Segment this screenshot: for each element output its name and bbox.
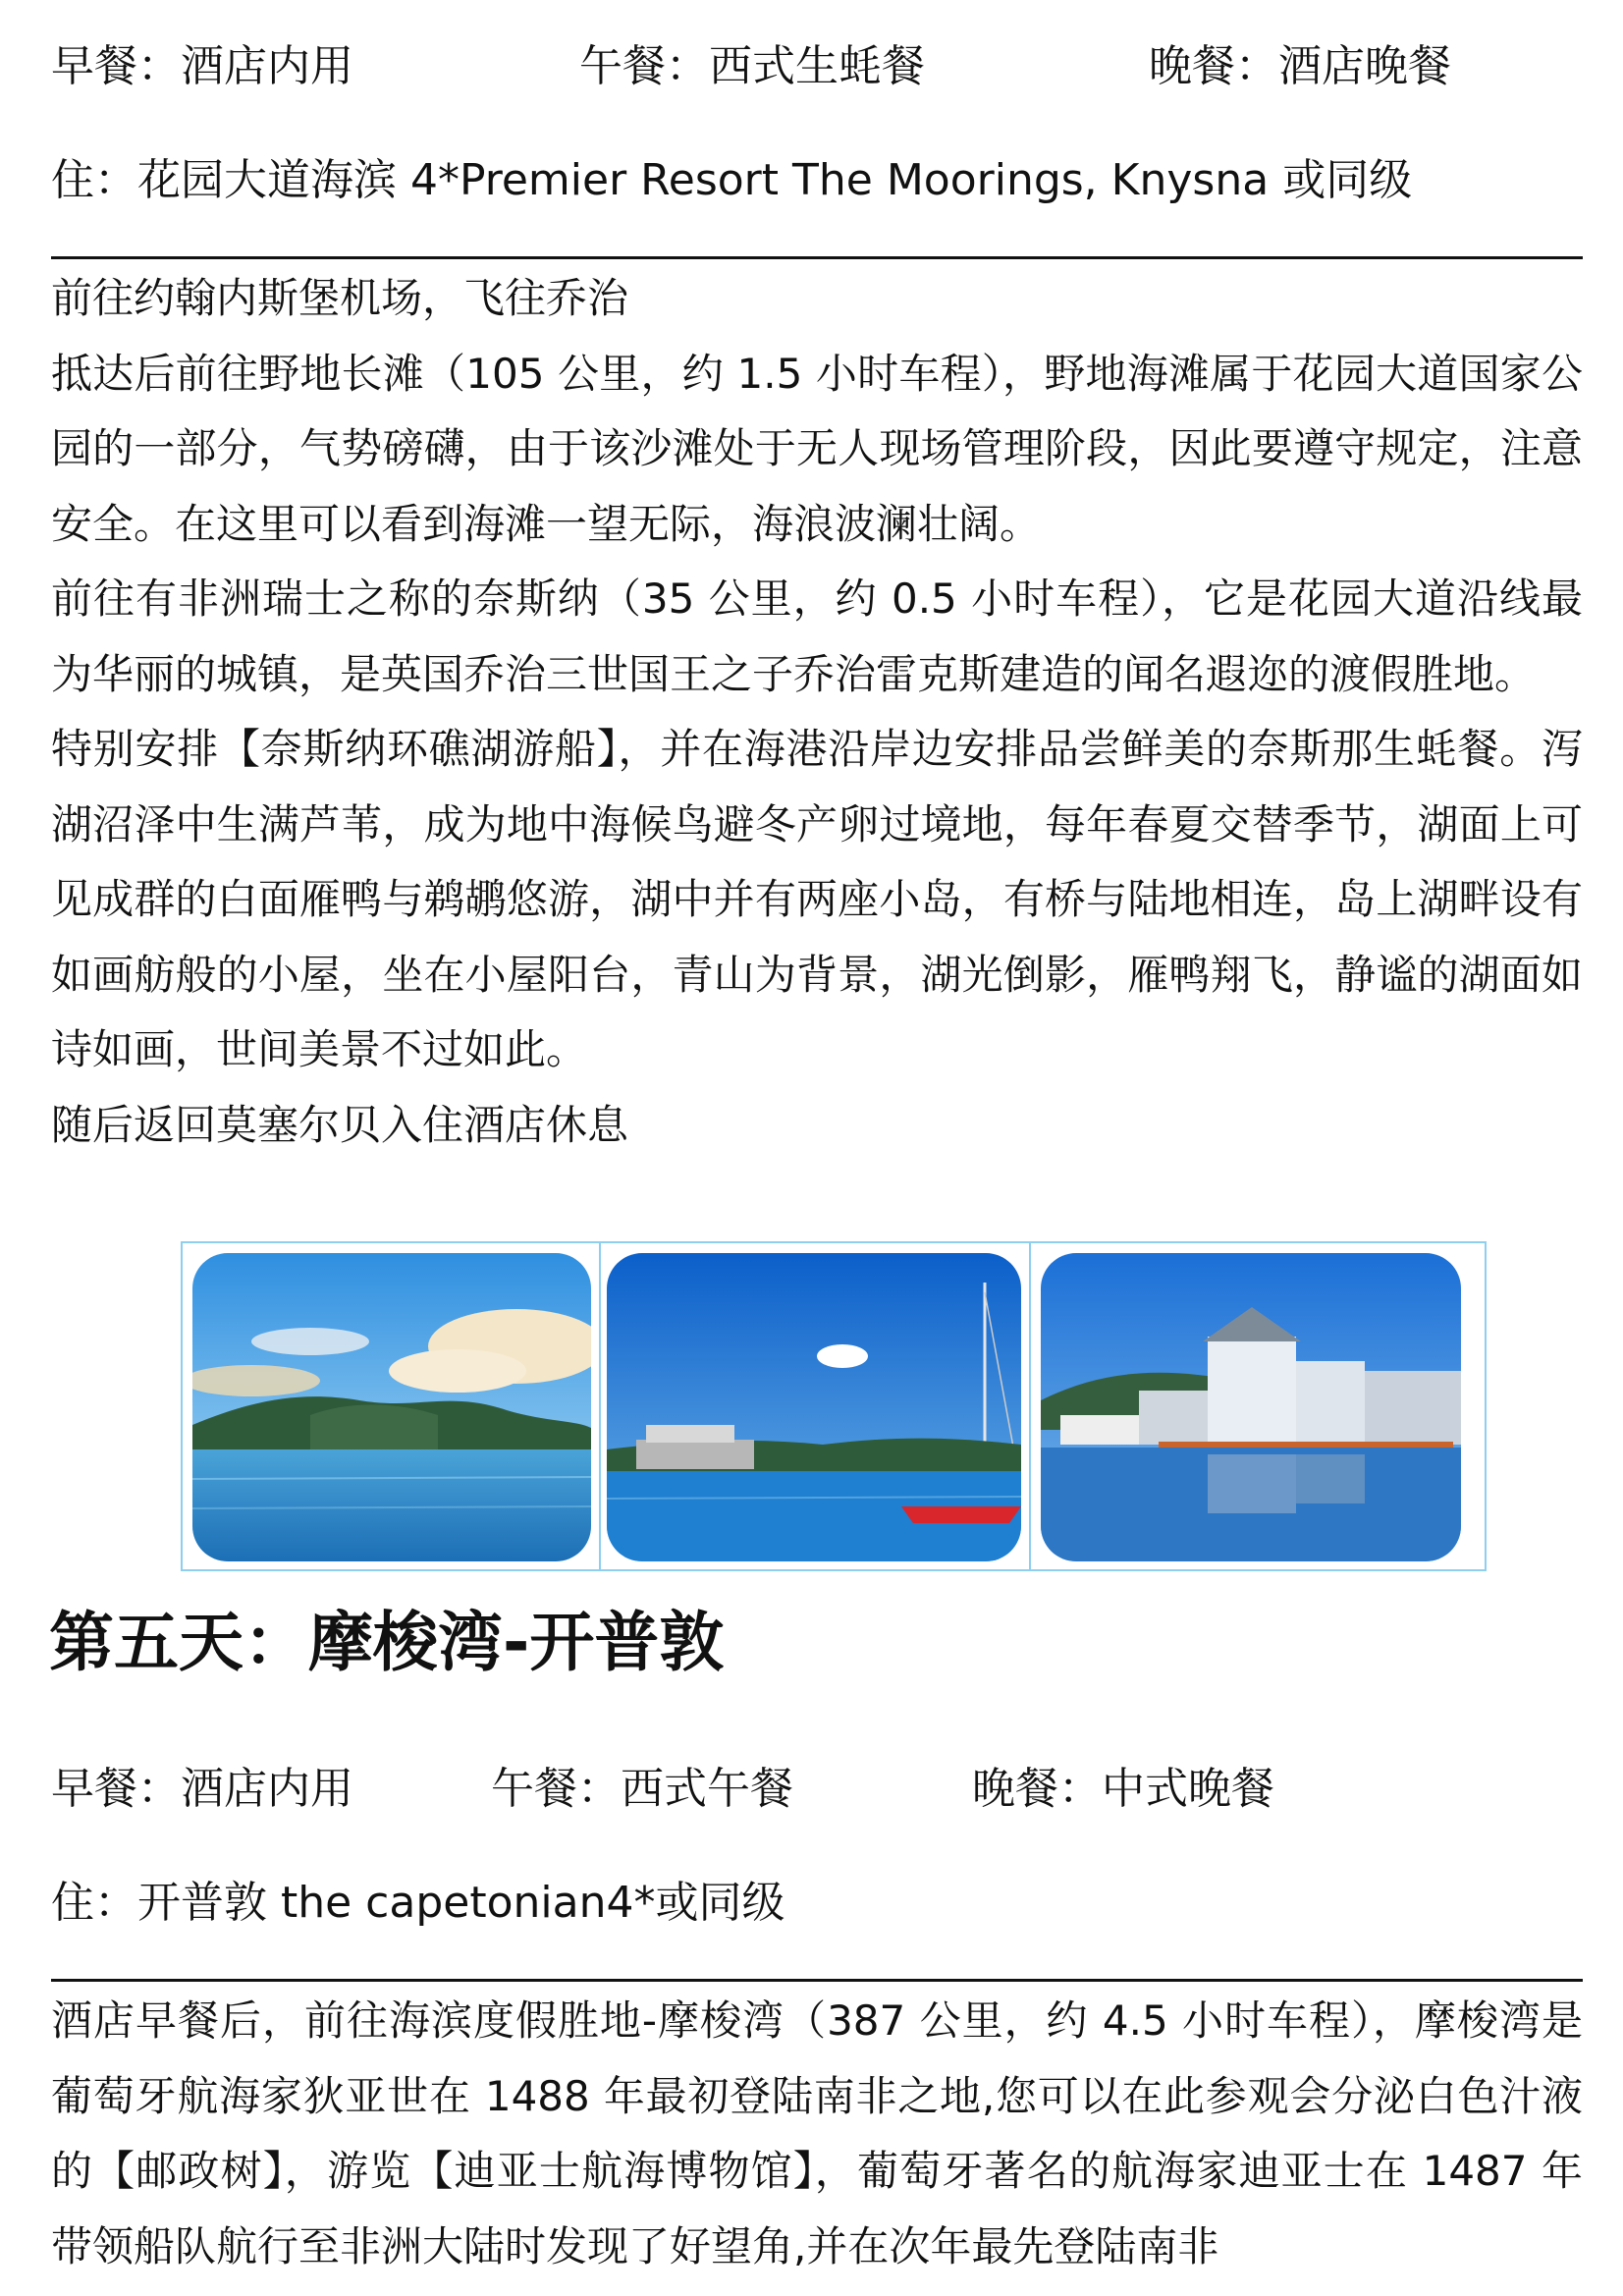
day4-itinerary [51, 261, 1583, 1163]
day4-stay: 住：花园大道海滨 4*Premier Resort The Moorings, Knysna 或同级 [51, 155, 1413, 205]
day5-paragraph: 酒店早餐后，前往海滨度假胜地-摩梭湾（387 公里，约 4.5 小时车程），摩梭湾是葡萄牙航海家狄亚世在 1488 年最初登陆南非之地,您可以在此参观会分泌白色汁液的【邮政树】，游览【迪亚士航海博物馆】，葡萄牙著名的航海家迪亚士在 1487 年带领船队航行至非洲大陆时发现了好望角,并在次年最先登陆南非 [51, 1996, 1583, 2270]
day5-lunch: 午餐：西式午餐 [491, 1764, 793, 1814]
day4-paragraph: 前往有非洲瑞士之称的奈斯纳（35 公里，约 0.5 小时车程），它是花园大道沿线最为华丽的城镇，是英国乔治三世国王之子乔治雷克斯建造的闻名遐迩的渡假胜地。 [51, 574, 1583, 698]
photo-marina [607, 1253, 1021, 1561]
day4-lunch: 午餐：西式生蚝餐 [579, 41, 925, 91]
photo-strip [181, 1241, 1487, 1571]
day5-breakfast: 早餐：酒店内用 [51, 1764, 353, 1814]
day4-divider [51, 256, 1583, 259]
day4-paragraph: 特别安排【奈斯纳环礁湖游船】，并在海港沿岸边安排品尝鲜美的奈斯那生蚝餐。泻湖沼泽中生满芦苇，成为地中海候鸟避冬产卵过境地，每年春夏交替季节，湖面上可见成群的白面雁鸭与鹈鹕悠游，湖中并有两座小岛，有桥与陆地相连，岛上湖畔设有如画舫般的小屋，坐在小屋阳台，青山为背景，湖光倒影，雁鸭翔飞，静谧的湖面如诗如画，世间美景不过如此。 [51, 725, 1583, 1073]
day4-paragraph: 随后返回莫塞尔贝入住酒店休息 [51, 1100, 629, 1149]
photo-divider [599, 1243, 601, 1569]
day5-stay: 住：开普敦 the capetonian4*或同级 [51, 1878, 785, 1928]
day5-dinner: 晚餐：中式晚餐 [972, 1764, 1274, 1814]
day4-breakfast: 早餐：酒店内用 [51, 41, 353, 91]
day4-meal-row [51, 37, 1583, 96]
day5-meal-row [51, 1760, 1583, 1819]
photo-lagoon-hills [192, 1253, 591, 1561]
photo-waterfront-houses [1041, 1253, 1461, 1561]
day4-dinner: 晚餐：酒店晚餐 [1149, 41, 1451, 91]
day4-paragraph: 抵达后前往野地长滩（105 公里，约 1.5 小时车程），野地海滩属于花园大道国家公园的一部分，气势磅礴，由于该沙滩处于无人现场管理阶段，因此要遵守规定，注意安全。在这里可以看到海滩一望无际，海浪波澜壮阔。 [51, 349, 1583, 548]
day4-paragraph: 前往约翰内斯堡机场，飞往乔治 [51, 274, 629, 322]
day5-title: 第五天：摩梭湾-开普敦 [49, 1605, 725, 1680]
day5-itinerary [51, 1984, 1583, 2284]
day5-divider [51, 1979, 1583, 1982]
photo-divider [1029, 1243, 1031, 1569]
